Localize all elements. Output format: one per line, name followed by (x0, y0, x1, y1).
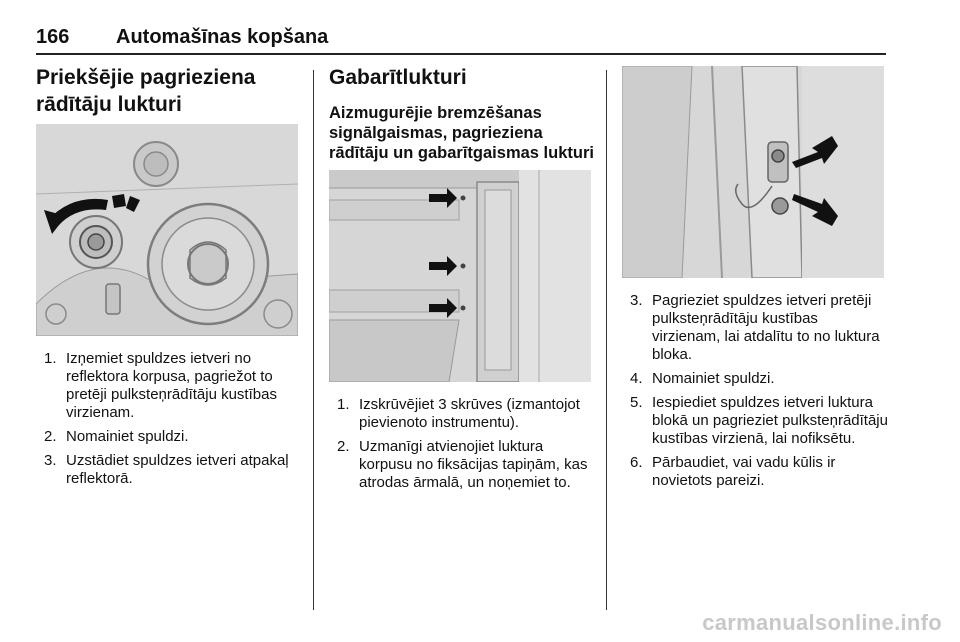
rear-light-illustration (329, 170, 591, 382)
step-number: 1. (44, 350, 57, 367)
bulb-holder-steps (630, 292, 888, 496)
step-number: 5. (630, 394, 643, 411)
page-number: 166 (36, 26, 70, 48)
step-number: 4. (630, 370, 643, 387)
subheading-line: Aizmugurējie bremzēšanas (329, 104, 542, 122)
list-item (630, 370, 888, 388)
subheading-line: rādītāju un gabarītgaismas lukturi (329, 144, 594, 162)
step-number: 3. (44, 452, 57, 469)
rear-lights-subheading (329, 103, 594, 163)
bulb-holder-illustration (622, 66, 884, 278)
marker-lights-heading: Gabarītlukturi (329, 66, 467, 89)
rear-light-steps (337, 396, 597, 498)
step-number: 2. (337, 438, 350, 455)
step-text: Izskrūvējiet 3 skrūves (izmantojot pievienoto instrumentu). (359, 396, 580, 431)
step-number: 6. (630, 454, 643, 471)
column-divider (606, 70, 607, 610)
header-rule (36, 53, 886, 55)
heading-line: Priekšējie pagrieziena (36, 66, 256, 89)
step-number: 1. (337, 396, 350, 413)
subheading-line: signālgaismas, pagrieziena (329, 124, 543, 142)
list-item (630, 454, 888, 490)
list-item (337, 438, 597, 492)
front-indicator-heading (36, 64, 255, 118)
step-text: Pagrieziet spuldzes ietveri pretēji pulksteņrādītāju kustības virzienam, lai atdalītu to no luktura bloka. (652, 292, 880, 363)
step-text: Uzstādiet spuldzes ietveri atpakaļ reflektorā. (66, 452, 289, 487)
column-divider (313, 70, 314, 610)
step-number: 3. (630, 292, 643, 309)
list-item (44, 428, 300, 446)
step-text: Uzmanīgi atvienojiet luktura korpusu no fiksācijas tapiņām, kas atrodas ārmalā, un noņemiet to. (359, 438, 588, 491)
list-item (630, 292, 888, 364)
step-text: Iespiediet spuldzes ietveri luktura blokā un pagrieziet pulksteņrādītāju kustības virzienā, lai nofiksētu. (652, 394, 888, 447)
page-header (36, 26, 886, 52)
rear-light-figure (329, 170, 591, 382)
list-item (44, 350, 300, 422)
step-number: 2. (44, 428, 57, 445)
watermark-link[interactable]: carmanualsonline.info (702, 610, 942, 635)
step-text: Izņemiet spuldzes ietveri no reflektora korpusa, pagriežot to pretēji pulksteņrādītāju kustības virzienam. (66, 350, 277, 421)
list-item (630, 394, 888, 448)
front-indicator-illustration (36, 124, 298, 336)
step-text: Nomainiet spuldzi. (66, 428, 189, 445)
front-indicator-steps (44, 350, 300, 494)
step-text: Pārbaudiet, vai vadu kūlis ir novietots pareizi. (652, 454, 836, 489)
heading-line: rādītāju lukturi (36, 93, 182, 116)
list-item (337, 396, 597, 432)
list-item (44, 452, 300, 488)
step-text: Nomainiet spuldzi. (652, 370, 775, 387)
front-indicator-figure (36, 124, 298, 336)
bulb-holder-figure (622, 66, 884, 278)
chapter-title: Automašīnas kopšana (116, 26, 329, 48)
